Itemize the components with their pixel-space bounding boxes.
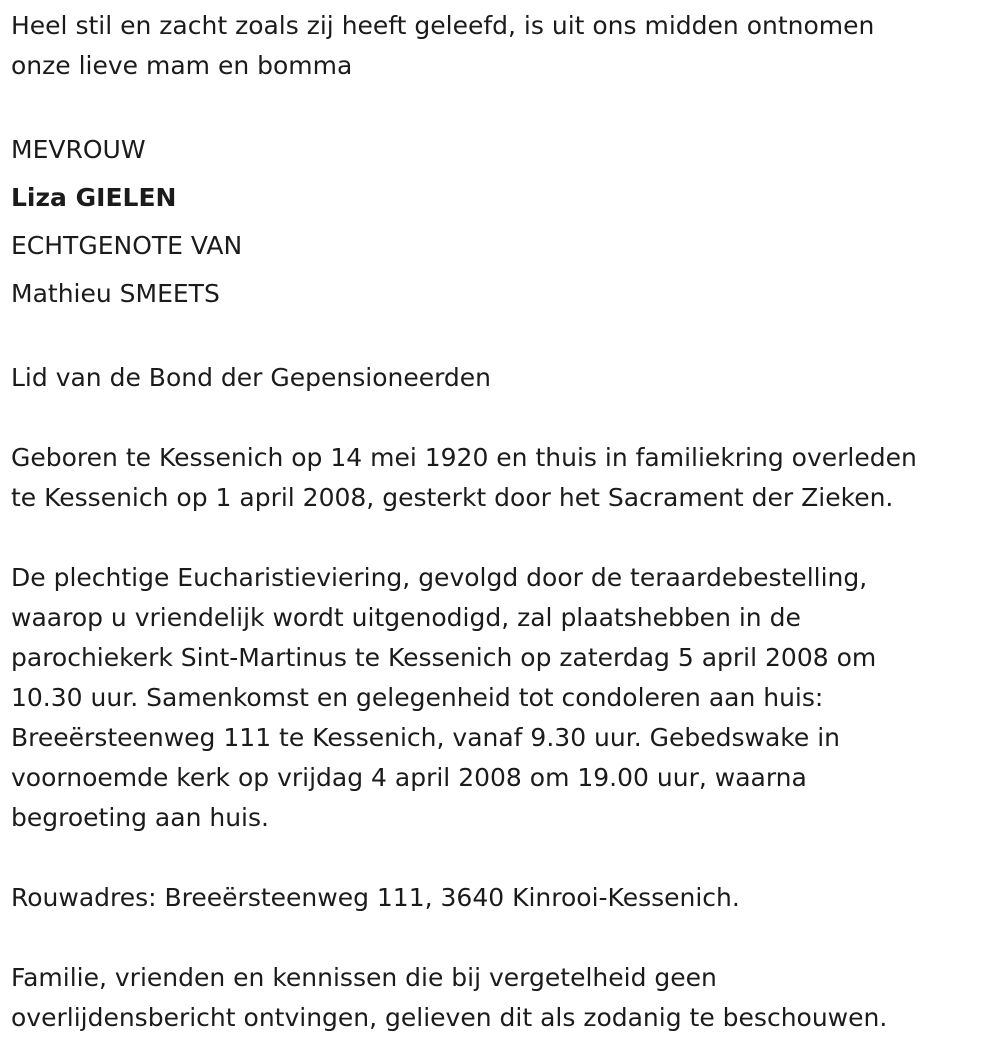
deceased-title: MEVROUW [11,135,146,164]
closing-paragraph [11,958,1000,1038]
ceremony-line: parochiekerk Sint-Martinus te Kessenich op zaterdag 5 april 2008 om [11,643,877,672]
closing-line: Familie, vrienden en kennissen die bij vergetelheid geen [11,963,717,992]
mourning-address: Rouwadres: Breeërsteenweg 111, 3640 Kinrooi-Kessenich. [11,883,740,912]
intro-paragraph [11,6,1000,86]
spacer [11,518,1000,558]
ceremony-line: Breeërsteenweg 111 te Kessenich, vanaf 9.30 uur. Gebedswake in [11,723,840,752]
intro-line: onze lieve mam en bomma [11,51,353,80]
spacer [11,86,1000,126]
spouse-name: Mathieu SMEETS [11,279,220,308]
ceremony-line: waarop u vriendelijk wordt uitgenodigd, zal plaatshebben in de [11,603,801,632]
ceremony-line: 10.30 uur. Samenkomst en gelegenheid tot condoleren aan huis: [11,683,824,712]
ceremony-line: begroeting aan huis. [11,803,269,832]
membership-text: Lid van de Bond der Gepensioneerden [11,363,492,392]
spacer [11,318,1000,358]
intro-line: Heel stil en zacht zoals zij heeft geleefd, is uit ons midden ontnomen [11,11,875,40]
spacer [11,398,1000,438]
spacer [11,918,1000,958]
birth-death-line: Geboren te Kessenich op 14 mei 1920 en thuis in familiekring overleden [11,443,917,472]
deceased-block [11,126,1000,318]
ceremony-paragraph [11,558,1000,838]
birth-death-paragraph [11,438,1000,518]
closing-line: overlijdensbericht ontvingen, gelieven dit als zodanig te beschouwen. [11,1003,888,1032]
ceremony-line: De plechtige Eucharistieviering, gevolgd door de teraardebestelling, [11,563,868,592]
spacer [11,838,1000,878]
ceremony-line: voornoemde kerk op vrijdag 4 april 2008 om 19.00 uur, waarna [11,763,807,792]
deceased-relation: ECHTGENOTE VAN [11,231,243,260]
birth-death-line: te Kessenich op 1 april 2008, gesterkt door het Sacrament der Zieken. [11,483,894,512]
deceased-name: Liza GIELEN [11,183,177,212]
